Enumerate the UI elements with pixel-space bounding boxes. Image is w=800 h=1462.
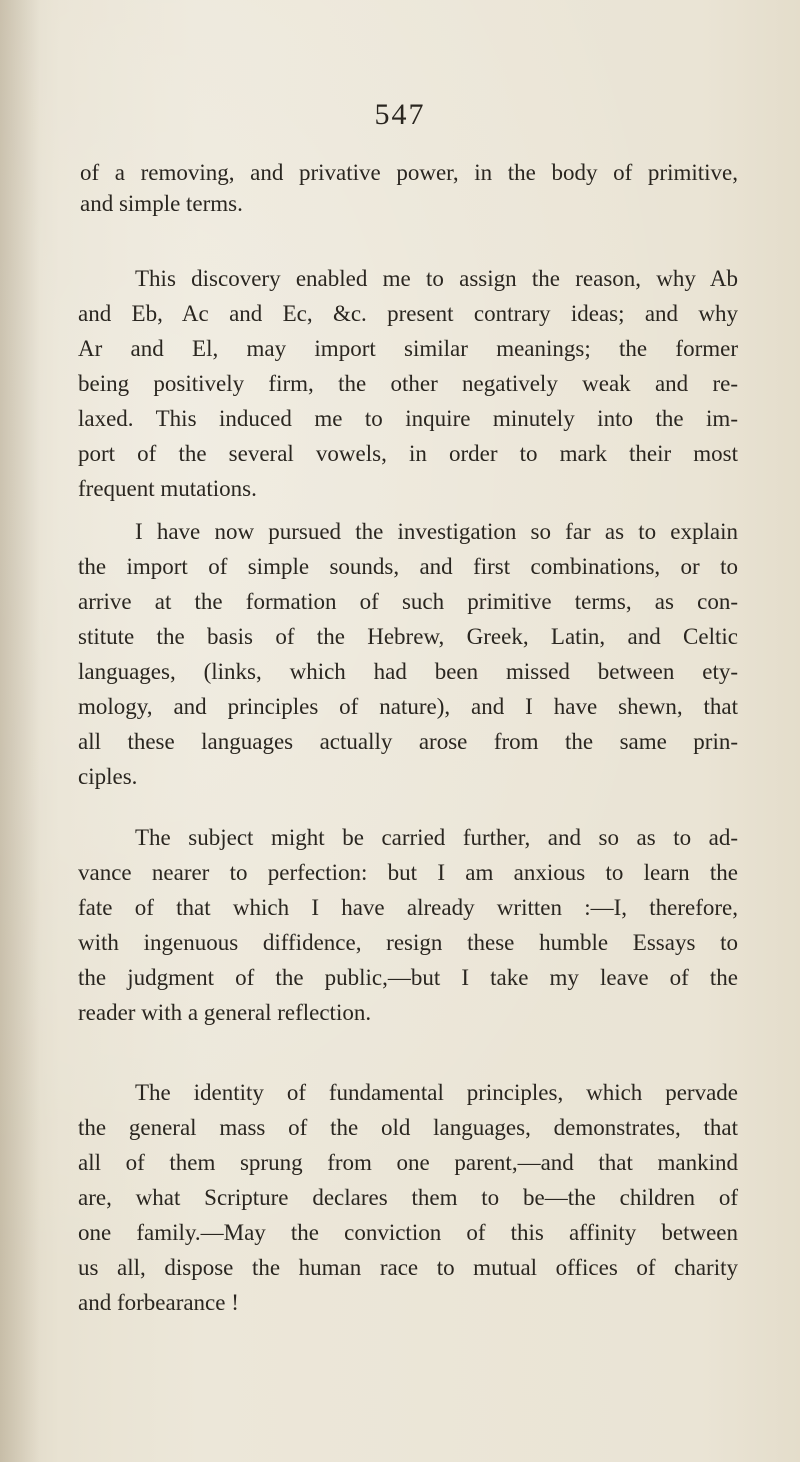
- text-line: This discovery enabled me to assign the reason, why Ab: [135, 266, 738, 291]
- text-line: ciples.: [78, 764, 138, 789]
- text-line: all of them sprung from one parent,—and that mankind: [78, 1150, 738, 1175]
- text-line: arrive at the formation of such primitive terms, as con-: [78, 589, 738, 614]
- text-line: the import of simple sounds, and first combinations, or to: [78, 554, 738, 579]
- text-line: fate of that which I have already written :—I, therefore,: [78, 895, 738, 920]
- text-line: us all, dispose the human race to mutual offices of charity: [78, 1255, 738, 1280]
- text-line: with ingenuous diffidence, resign these humble Essays to: [78, 930, 738, 955]
- text-line: stitute the basis of the Hebrew, Greek, Latin, and Celtic: [78, 624, 738, 649]
- page-number: 547: [374, 98, 426, 131]
- text-line: all these languages actually arose from the same prin-: [78, 729, 738, 754]
- text-line: laxed. This induced me to inquire minutely into the im-: [78, 406, 738, 431]
- text-line: and Eb, Ac and Ec, &c. present contrary ideas; and why: [78, 301, 738, 326]
- text-line: Ar and El, may import similar meanings; the former: [78, 336, 738, 361]
- text-line: and forbearance !: [78, 1290, 239, 1315]
- text-line: one family.—May the conviction of this affinity between: [78, 1220, 738, 1245]
- text-line: The subject might be carried further, and so as to ad-: [135, 825, 738, 850]
- text-line: frequent mutations.: [78, 476, 257, 501]
- text-line: The identity of fundamental principles, which pervade: [135, 1080, 738, 1105]
- page-gutter-shadow: [0, 0, 40, 1462]
- text-line: I have now pursued the investigation so far as to explain: [135, 519, 738, 544]
- text-line: languages, (links, which had been missed between ety-: [78, 659, 738, 684]
- text-line: vance nearer to perfection: but I am anxious to learn the: [78, 860, 738, 885]
- text-line: reader with a general reflection.: [78, 1000, 372, 1025]
- text-line: mology, and principles of nature), and I have shewn, that: [78, 694, 738, 719]
- text-line: the judgment of the public,—but I take my leave of the: [78, 965, 738, 990]
- text-line: port of the several vowels, in order to mark their most: [78, 441, 738, 466]
- text-line: are, what Scripture declares them to be—the children of: [78, 1185, 738, 1210]
- text-line: and simple terms.: [80, 191, 243, 216]
- text-line: the general mass of the old languages, demonstrates, that: [78, 1115, 738, 1140]
- text-line: being positively firm, the other negatively weak and re-: [78, 371, 738, 396]
- text-line: of a removing, and privative power, in the body of primitive,: [80, 160, 738, 185]
